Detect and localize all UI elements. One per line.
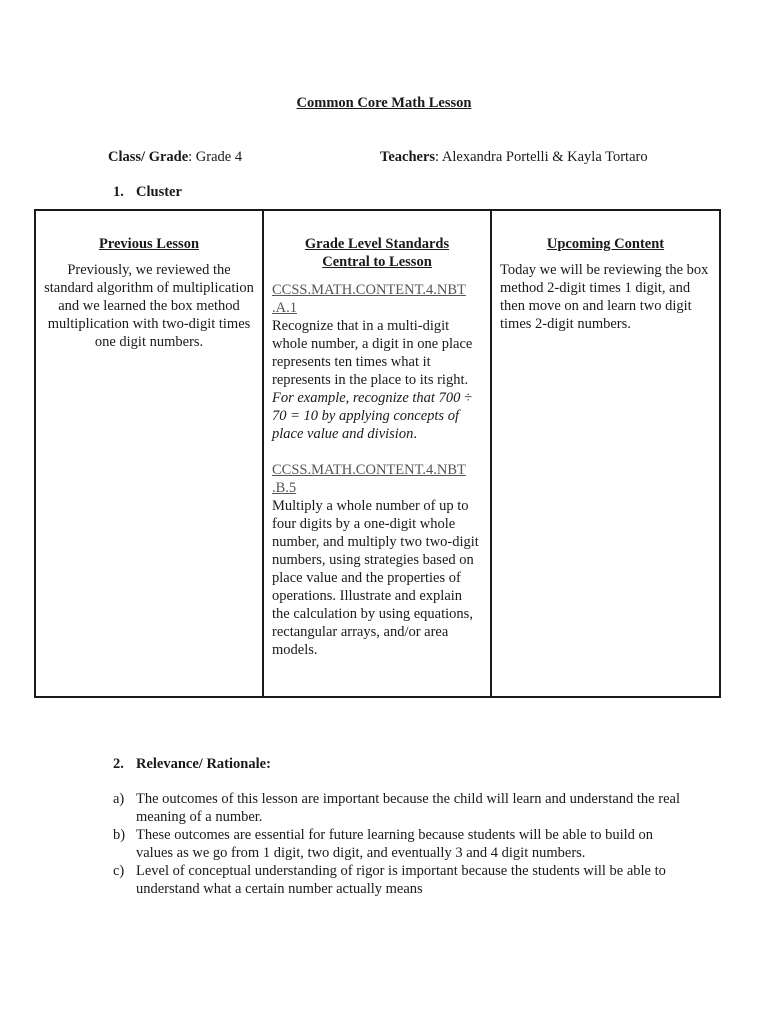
- rationale-text: These outcomes are essential for future learning because students will be able to build on values as we go from 1 digit, two digit, and eventually 3 and 4 digit numbers.: [136, 827, 654, 861]
- section-number: 1.: [113, 184, 124, 200]
- section-title: Cluster: [136, 184, 182, 200]
- class-grade: [108, 148, 242, 166]
- list-marker: c): [113, 863, 125, 879]
- rationale-item: [113, 862, 693, 898]
- class-grade-label: Class/ Grade: [108, 149, 189, 165]
- section-title: Relevance/ Rationale:: [136, 756, 271, 772]
- cluster-table: [34, 209, 721, 698]
- standard-code-2-line2: .B.5: [272, 480, 297, 496]
- previous-lesson-heading: Previous Lesson: [98, 236, 200, 252]
- upcoming-content-text: Today we will be reviewing the box method 2-digit times 1 digit, and then move on and learn two digit times 2-digit numbers.: [500, 262, 709, 332]
- standard-1-body: Recognize that in a multi-digit whole number, a digit in one place represents ten times what it represents in the place to its right.: [272, 318, 473, 388]
- standards-heading: [272, 235, 482, 271]
- standard-1-end: .: [413, 426, 417, 442]
- previous-lesson-cell: [35, 210, 263, 697]
- rationale-item: [113, 826, 693, 862]
- upcoming-content-heading: Upcoming Content: [546, 236, 665, 252]
- standard-1-text: [272, 317, 482, 443]
- document-title: Common Core Math Lesson: [296, 95, 472, 111]
- upcoming-content-cell: [491, 210, 720, 697]
- standard-code-1[interactable]: [272, 281, 482, 317]
- standard-code-2[interactable]: [272, 461, 482, 497]
- standard-code-1-line1: CCSS.MATH.CONTENT.4.NBT: [272, 282, 466, 298]
- standard-code-2-line1: CCSS.MATH.CONTENT.4.NBT: [272, 462, 466, 478]
- standard-1-example: For example, recognize that 700 ÷ 70 = 10 by applying concepts of place value and division: [272, 390, 472, 442]
- standards-heading-line2: Central to Lesson: [322, 254, 432, 270]
- section-number: 2.: [113, 756, 124, 772]
- list-marker: b): [113, 827, 126, 843]
- standards-heading-line1: Grade Level Standards: [304, 236, 450, 252]
- rationale-text: The outcomes of this lesson are important because the child will learn and understand the real meaning of a number.: [136, 791, 680, 825]
- rationale-text: Level of conceptual understanding of rigor is important because the students will be able to understand what a certain number actually means: [136, 863, 666, 897]
- section-relevance-heading: [113, 755, 271, 773]
- teachers-label: Teachers: [380, 149, 436, 165]
- section-cluster-heading: [113, 183, 182, 201]
- previous-lesson-text: Previously, we reviewed the standard algorithm of multiplication and we learned the box method multiplication with two-digit times one digit numbers.: [44, 262, 254, 350]
- rationale-list: [113, 790, 693, 898]
- teachers-value: : Alexandra Portelli & Kayla Tortaro: [435, 149, 648, 165]
- class-grade-value: : Grade 4: [188, 149, 243, 165]
- standard-code-1-line2: .A.1: [272, 300, 297, 316]
- rationale-item: [113, 790, 693, 826]
- standard-2-text: Multiply a whole number of up to four digits by a one-digit whole number, and multiply two two-digit numbers, using strategies based on place value and the properties of operations. Illustrate and explain the calculation by using equations, rectangular arrays, and/or area models.: [272, 498, 479, 658]
- standards-cell: [263, 210, 491, 697]
- teachers: [380, 148, 648, 166]
- list-marker: a): [113, 791, 125, 807]
